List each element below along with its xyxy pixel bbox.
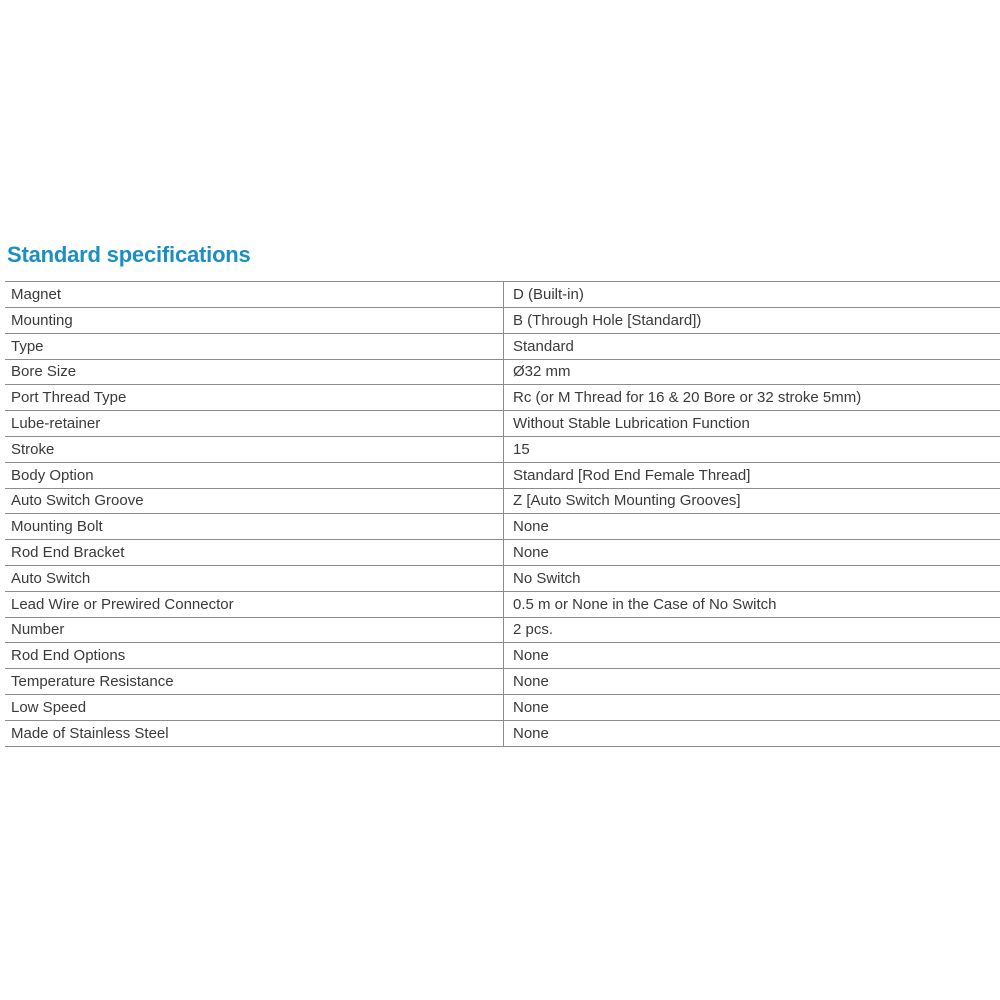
spec-label: Magnet [5, 282, 504, 308]
spec-label: Mounting Bolt [5, 514, 504, 540]
spec-label: Made of Stainless Steel [5, 720, 504, 746]
spec-label: Lube-retainer [5, 411, 504, 437]
table-row [5, 720, 1000, 746]
spec-value: None [504, 720, 1000, 746]
spec-label: Body Option [5, 462, 504, 488]
spec-value: None [504, 694, 1000, 720]
spec-label: Lead Wire or Prewired Connector [5, 591, 504, 617]
specifications-table [5, 281, 1000, 746]
spec-value: None [504, 540, 1000, 566]
spec-value: None [504, 514, 1000, 540]
spec-label: Number [5, 617, 504, 643]
table-row [5, 307, 1000, 333]
spec-label: Port Thread Type [5, 385, 504, 411]
table-row [5, 359, 1000, 385]
spec-value: D (Built-in) [504, 282, 1000, 308]
page-title: Standard specifications [7, 242, 251, 267]
standard-specifications-section [5, 243, 995, 747]
spec-value: Z [Auto Switch Mounting Grooves] [504, 488, 1000, 514]
spec-label: Low Speed [5, 694, 504, 720]
spec-label: Type [5, 333, 504, 359]
table-row [5, 669, 1000, 695]
spec-value: 15 [504, 436, 1000, 462]
table-row [5, 333, 1000, 359]
spec-value: None [504, 643, 1000, 669]
table-row [5, 385, 1000, 411]
spec-value: B (Through Hole [Standard]) [504, 307, 1000, 333]
table-row [5, 462, 1000, 488]
spec-label: Rod End Options [5, 643, 504, 669]
table-row [5, 591, 1000, 617]
spec-value: Ø32 mm [504, 359, 1000, 385]
specifications-table-body [5, 282, 1000, 746]
spec-value: No Switch [504, 565, 1000, 591]
table-row [5, 643, 1000, 669]
spec-label: Temperature Resistance [5, 669, 504, 695]
table-row [5, 540, 1000, 566]
spec-value: None [504, 669, 1000, 695]
table-row [5, 694, 1000, 720]
table-row [5, 411, 1000, 437]
spec-value: Without Stable Lubrication Function [504, 411, 1000, 437]
spec-label: Mounting [5, 307, 504, 333]
spec-label: Rod End Bracket [5, 540, 504, 566]
spec-value: Standard [504, 333, 1000, 359]
table-row [5, 514, 1000, 540]
spec-label: Auto Switch [5, 565, 504, 591]
table-row [5, 565, 1000, 591]
spec-value: Standard [Rod End Female Thread] [504, 462, 1000, 488]
spec-value: Rc (or M Thread for 16 & 20 Bore or 32 stroke 5mm) [504, 385, 1000, 411]
table-row [5, 488, 1000, 514]
table-row [5, 282, 1000, 308]
table-row [5, 617, 1000, 643]
spec-value: 2 pcs. [504, 617, 1000, 643]
spec-label: Bore Size [5, 359, 504, 385]
table-row [5, 436, 1000, 462]
spec-label: Auto Switch Groove [5, 488, 504, 514]
spec-value: 0.5 m or None in the Case of No Switch [504, 591, 1000, 617]
spec-label: Stroke [5, 436, 504, 462]
